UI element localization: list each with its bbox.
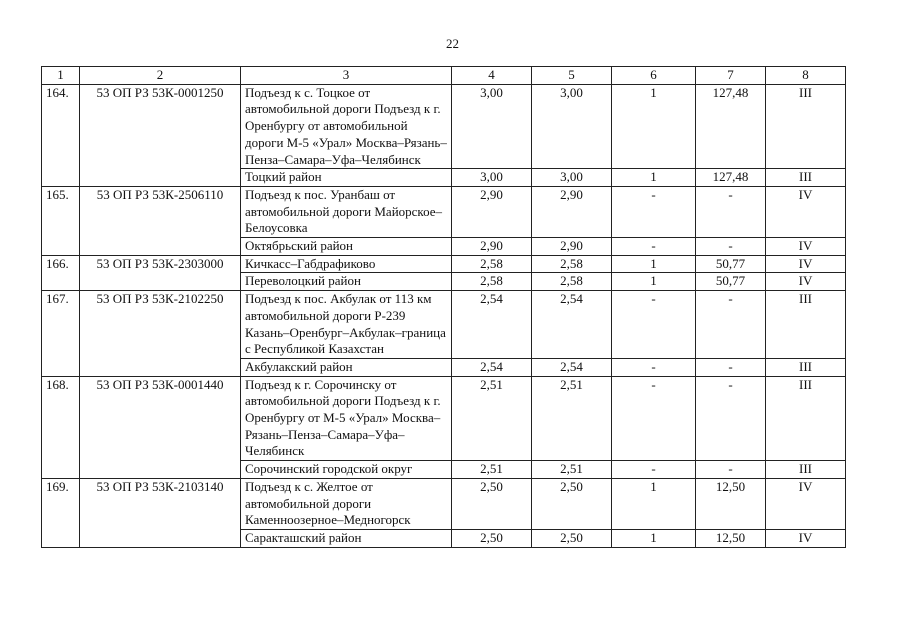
district-value-col-5: 2,51 bbox=[532, 461, 612, 479]
road-number: 167. bbox=[42, 291, 80, 377]
road-code: 53 ОП РЗ 53К-2506110 bbox=[80, 186, 241, 255]
road-value-col-6: 1 bbox=[612, 84, 696, 169]
district-value-col-7: - bbox=[696, 358, 766, 376]
district-value-col-8: III bbox=[766, 358, 846, 376]
road-value-col-8: III bbox=[766, 376, 846, 461]
road-number: 164. bbox=[42, 84, 80, 186]
district-value-col-5: 2,50 bbox=[532, 529, 612, 547]
road-code: 53 ОП РЗ 53К-2303000 bbox=[80, 255, 241, 290]
district-value-col-5: 3,00 bbox=[532, 169, 612, 187]
road-name: Подъезд к с. Желтое от автомобильной дороги Каменноозерное–Медногорск bbox=[241, 478, 452, 529]
district-value-col-4: 2,90 bbox=[452, 238, 532, 256]
road-value-col-5: 2,51 bbox=[532, 376, 612, 461]
district-value-col-6: - bbox=[612, 358, 696, 376]
header-row bbox=[42, 67, 846, 85]
district-value-col-8: III bbox=[766, 169, 846, 187]
road-value-col-4: 2,54 bbox=[452, 291, 532, 359]
district-value-col-5: 2,90 bbox=[532, 238, 612, 256]
road-value-col-5: 2,54 bbox=[532, 291, 612, 359]
column-header-8: 8 bbox=[766, 67, 846, 85]
district-value-col-4: 2,54 bbox=[452, 358, 532, 376]
district-value-col-6: - bbox=[612, 461, 696, 479]
column-header-4: 4 bbox=[452, 67, 532, 85]
road-code: 53 ОП РЗ 53К-2102250 bbox=[80, 291, 241, 377]
road-value-col-5: 3,00 bbox=[532, 84, 612, 169]
road-number: 166. bbox=[42, 255, 80, 290]
road-code: 53 ОП РЗ 53К-2103140 bbox=[80, 478, 241, 547]
column-header-1: 1 bbox=[42, 67, 80, 85]
road-value-col-8: III bbox=[766, 84, 846, 169]
district-name: Акбулакский район bbox=[241, 358, 452, 376]
road-value-col-6: - bbox=[612, 186, 696, 237]
road-value-col-7: 12,50 bbox=[696, 478, 766, 529]
page-number: 22 bbox=[446, 36, 459, 51]
road-code: 53 ОП РЗ 53К-0001440 bbox=[80, 376, 241, 478]
road-value-col-6: - bbox=[612, 291, 696, 359]
road-code: 53 ОП РЗ 53К-0001250 bbox=[80, 84, 241, 186]
road-value-col-5: 2,50 bbox=[532, 478, 612, 529]
table-row bbox=[42, 376, 846, 461]
road-name: Подъезд к г. Сорочинску от автомобильной дороги Подъезд к г. Оренбургу от М-5 «Урал» Москва–Рязань–Пенза–Самара–Уфа–Челябинск bbox=[241, 376, 452, 461]
road-value-col-8: IV bbox=[766, 255, 846, 273]
district-value-col-7: 127,48 bbox=[696, 169, 766, 187]
column-header-5: 5 bbox=[532, 67, 612, 85]
road-value-col-4: 2,51 bbox=[452, 376, 532, 461]
district-value-col-6: 1 bbox=[612, 273, 696, 291]
road-value-col-4: 2,50 bbox=[452, 478, 532, 529]
district-value-col-8: IV bbox=[766, 529, 846, 547]
district-value-col-8: IV bbox=[766, 238, 846, 256]
district-value-col-6: 1 bbox=[612, 529, 696, 547]
table-row bbox=[42, 291, 846, 359]
table-row bbox=[42, 478, 846, 529]
district-value-col-7: - bbox=[696, 238, 766, 256]
road-value-col-6: 1 bbox=[612, 255, 696, 273]
district-name: Октябрьский район bbox=[241, 238, 452, 256]
table-row bbox=[42, 255, 846, 273]
district-value-col-7: 50,77 bbox=[696, 273, 766, 291]
district-name: Переволоцкий район bbox=[241, 273, 452, 291]
road-value-col-4: 2,90 bbox=[452, 186, 532, 237]
district-value-col-5: 2,54 bbox=[532, 358, 612, 376]
roads-table bbox=[41, 66, 846, 548]
district-value-col-7: - bbox=[696, 461, 766, 479]
road-value-col-4: 3,00 bbox=[452, 84, 532, 169]
district-value-col-7: 12,50 bbox=[696, 529, 766, 547]
district-value-col-8: IV bbox=[766, 273, 846, 291]
road-name: Подъезд к с. Тоцкое от автомобильной дороги Подъезд к г. Оренбургу от автомобильной дороги М-5 «Урал» Москва–Рязань–Пенза–Самара–Уфа–Челябинск bbox=[241, 84, 452, 169]
column-header-6: 6 bbox=[612, 67, 696, 85]
district-value-col-4: 2,50 bbox=[452, 529, 532, 547]
road-value-col-7: 50,77 bbox=[696, 255, 766, 273]
road-value-col-8: III bbox=[766, 291, 846, 359]
district-value-col-4: 3,00 bbox=[452, 169, 532, 187]
table-row bbox=[42, 84, 846, 169]
road-number: 168. bbox=[42, 376, 80, 478]
road-number: 169. bbox=[42, 478, 80, 547]
roads-table-body bbox=[42, 84, 846, 547]
road-name: Подъезд к пос. Акбулак от 113 км автомобильной дороги Р-239 Казань–Оренбург–Акбулак–граница с Республикой Казахстан bbox=[241, 291, 452, 359]
road-value-col-4: 2,58 bbox=[452, 255, 532, 273]
table-row bbox=[42, 186, 846, 237]
column-header-7: 7 bbox=[696, 67, 766, 85]
road-value-col-7: - bbox=[696, 186, 766, 237]
road-value-col-7: - bbox=[696, 291, 766, 359]
column-header-3: 3 bbox=[241, 67, 452, 85]
road-value-col-6: 1 bbox=[612, 478, 696, 529]
district-name: Саракташский район bbox=[241, 529, 452, 547]
district-value-col-6: 1 bbox=[612, 169, 696, 187]
district-value-col-6: - bbox=[612, 238, 696, 256]
road-value-col-6: - bbox=[612, 376, 696, 461]
column-header-2: 2 bbox=[80, 67, 241, 85]
road-value-col-8: IV bbox=[766, 186, 846, 237]
district-value-col-4: 2,51 bbox=[452, 461, 532, 479]
road-value-col-5: 2,90 bbox=[532, 186, 612, 237]
road-value-col-8: IV bbox=[766, 478, 846, 529]
district-name: Тоцкий район bbox=[241, 169, 452, 187]
road-value-col-7: - bbox=[696, 376, 766, 461]
road-number: 165. bbox=[42, 186, 80, 255]
district-value-col-5: 2,58 bbox=[532, 273, 612, 291]
district-name: Сорочинский городской округ bbox=[241, 461, 452, 479]
road-value-col-5: 2,58 bbox=[532, 255, 612, 273]
district-value-col-8: III bbox=[766, 461, 846, 479]
road-name: Кичкасс–Габдрафиково bbox=[241, 255, 452, 273]
district-value-col-4: 2,58 bbox=[452, 273, 532, 291]
road-name: Подъезд к пос. Уранбаш от автомобильной дороги Майорское–Белоусовка bbox=[241, 186, 452, 237]
road-value-col-7: 127,48 bbox=[696, 84, 766, 169]
